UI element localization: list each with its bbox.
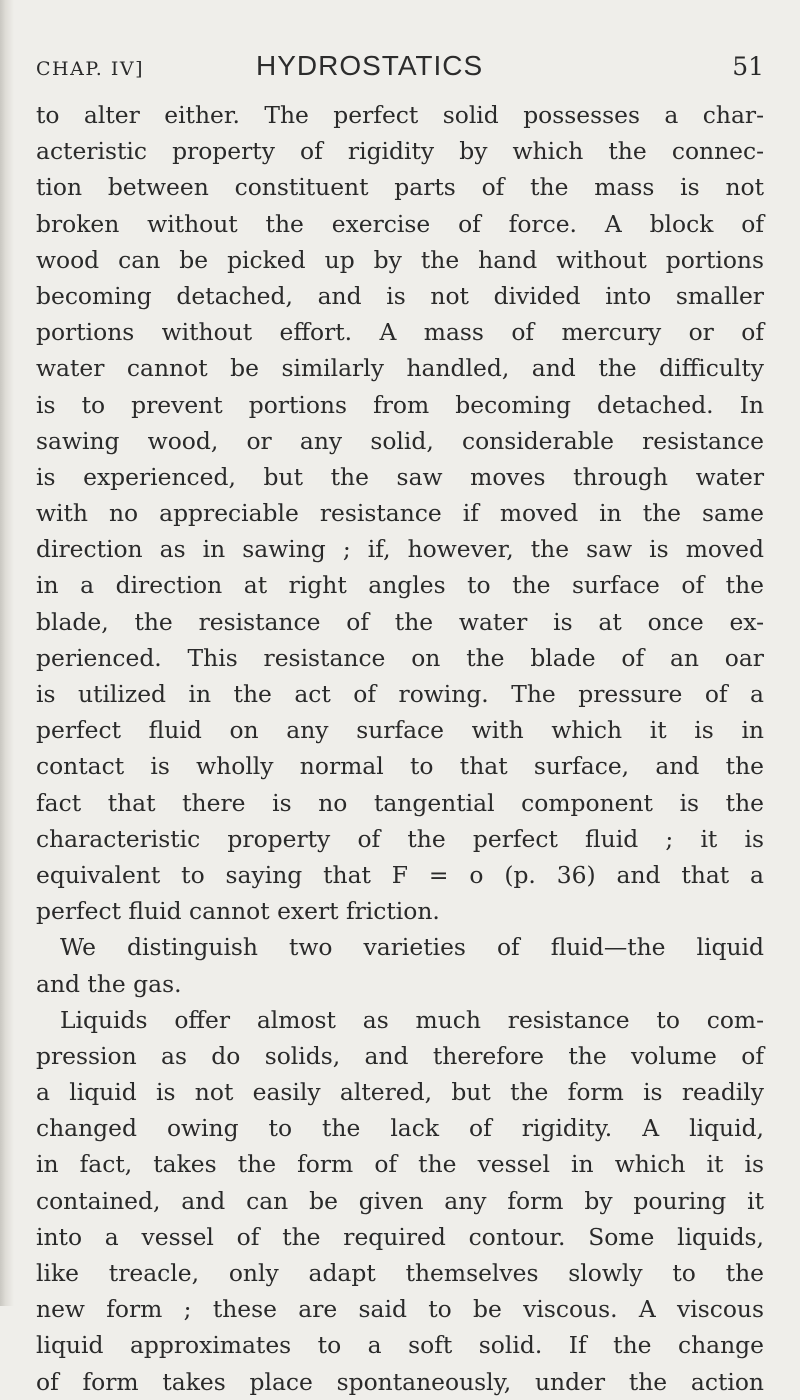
text-line: in fact, takes the form of the vessel in which it is: [36, 1150, 764, 1179]
text-line: pression as do solids, and therefore the volume of: [36, 1041, 764, 1070]
text-line: perienced. This resistance on the blade of an oar: [36, 643, 764, 672]
text-line: changed owing to the lack of rigidity. A liquid,: [36, 1114, 764, 1143]
text-line: a liquid is not easily altered, but the form is readily: [36, 1078, 764, 1107]
text-line: becoming detached, and is not divided into smaller: [36, 281, 764, 310]
spine-shadow: [0, 0, 14, 1306]
text-line: is utilized in the act of rowing. The pressure of a: [36, 680, 764, 708]
text-line: is to prevent portions from becoming detached. In: [36, 390, 764, 419]
text-line: blade, the resistance of the water is at once ex-: [36, 607, 764, 636]
text-line: contained, and can be given any form by pouring it: [36, 1186, 764, 1215]
text-line: with no appreciable resistance if moved in the same: [36, 499, 764, 528]
text-line: direction as in sawing ; if, however, the saw is moved: [36, 535, 764, 564]
text-line: water cannot be similarly handled, and the difficulty: [36, 354, 764, 383]
body-text: [36, 97, 764, 1400]
text-line: into a vessel of the required contour. Some liquids,: [36, 1222, 764, 1251]
text-line: perfect fluid cannot exert friction.: [36, 897, 440, 926]
text-line: to alter either. The perfect solid possesses a char-: [36, 101, 764, 129]
chapter-label: CHAP. IV]: [36, 58, 144, 80]
text-line: acteristic property of rigidity by which the connec-: [36, 137, 764, 166]
text-line: like treacle, only adapt themselves slowly to the: [36, 1259, 764, 1287]
text-line: We distinguish two varieties of fluid—the liquid: [60, 933, 764, 962]
text-line: Liquids offer almost as much resistance to com-: [60, 1005, 764, 1034]
text-line: wood can be picked up by the hand without portions: [36, 245, 764, 274]
text-line: tion between constituent parts of the mass is not: [36, 173, 764, 202]
text-line: portions without effort. A mass of mercury or of: [36, 318, 764, 347]
text-line: of form takes place spontaneously, under the action: [36, 1367, 764, 1396]
text-line: characteristic property of the perfect fluid ; it is: [36, 824, 764, 853]
text-line: sawing wood, or any solid, considerable resistance: [36, 426, 764, 455]
text-line: contact is wholly normal to that surface, and the: [36, 752, 764, 781]
text-line: equivalent to saying that F = o (p. 36) and that a: [36, 860, 764, 889]
text-line: perfect fluid on any surface with which it is in: [36, 716, 764, 745]
text-line: liquid approximates to a soft solid. If the change: [36, 1331, 764, 1360]
text-line: in a direction at right angles to the surface of the: [36, 571, 764, 600]
text-line: broken without the exercise of force. A block of: [36, 209, 764, 238]
page-number: 51: [732, 52, 764, 81]
text-line: and the gas.: [36, 969, 182, 998]
running-header: [36, 50, 764, 90]
text-line: new form ; these are said to be viscous. A viscous: [36, 1295, 764, 1324]
running-title: HYDROSTATICS: [256, 50, 484, 81]
text-line: fact that there is no tangential component is the: [36, 788, 764, 817]
text-line: is experienced, but the saw moves through water: [36, 462, 764, 491]
